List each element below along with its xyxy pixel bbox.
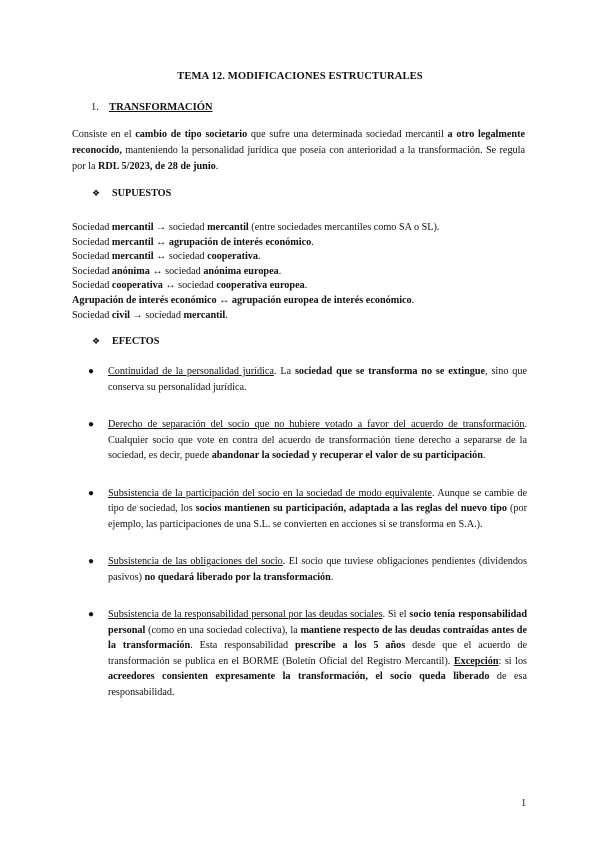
text-run: . xyxy=(258,251,261,263)
bold-text: prescribe a los 5 años xyxy=(295,640,406,651)
section-number: 1. xyxy=(91,102,99,113)
bold-text: sociedad que se transforma no se extingue xyxy=(294,366,486,377)
bold-text: mercantil xyxy=(111,236,154,248)
document-title: TEMA 12. MODIFICACIONES ESTRUCTURALES xyxy=(177,71,423,82)
bold-text: no quedará liberado por la transformación xyxy=(144,571,331,583)
efecto-item xyxy=(72,486,527,533)
text-run: , sino que conserva su personalidad jurídica. xyxy=(108,366,527,393)
bold-text: cooperativa xyxy=(111,280,163,292)
bullet-icon: ● xyxy=(88,366,95,377)
supuesto-item xyxy=(72,250,532,265)
intro-paragraph xyxy=(72,127,525,175)
text-run: . xyxy=(411,294,415,306)
supuesto-item xyxy=(72,236,532,251)
efecto-item xyxy=(72,554,527,585)
bold-text: RDL 5/2023, de 28 de junio xyxy=(98,161,216,172)
text-run: Sociedad xyxy=(72,280,112,292)
supuestos-title: SUPUESTOS xyxy=(112,188,172,199)
text-run: que sufre una determinada sociedad mercantil xyxy=(247,129,448,140)
efectos-list xyxy=(72,364,527,700)
efectos-title: EFECTOS xyxy=(112,336,160,347)
supuesto-item xyxy=(72,279,532,294)
text-run: ↔ sociedad xyxy=(149,265,204,277)
text-run: . Esta responsabilidad xyxy=(190,640,296,651)
bullet-icon: ● xyxy=(88,609,95,620)
bold-text: a otro legalmente reconocido, xyxy=(72,129,525,156)
text-run: (entre sociedades mercantiles como SA o SL). xyxy=(248,222,440,233)
bold-text: mercantil xyxy=(111,222,154,233)
text-run: . xyxy=(225,309,228,321)
bold-text: Agrupación de interés económico ↔ agrupación europea de interés económico xyxy=(72,294,412,306)
text-run: . xyxy=(311,236,314,248)
bold-text: socios mantienen su participación, adaptada a las reglas del nuevo tipo xyxy=(195,503,507,514)
text-run: . xyxy=(482,450,486,461)
text-run: : si los xyxy=(498,655,528,667)
text-run: → sociedad xyxy=(130,309,184,321)
efectos-heading xyxy=(92,336,159,347)
bold-text: mercantil xyxy=(207,222,249,233)
text-run: . xyxy=(304,280,308,292)
text-run: ↔ sociedad xyxy=(162,280,217,292)
text-run: (como en una sociedad colectiva), la xyxy=(145,624,301,636)
text-run: . Cualquier socio que vote en contra del acuerdo de transformación tiene derecho a separarse de la sociedad, es decir, puede xyxy=(108,419,527,461)
text-run: Sociedad xyxy=(72,265,112,277)
supuestos-heading xyxy=(92,188,171,199)
bullet-icon: ● xyxy=(88,556,95,567)
bold-text: cooperativa xyxy=(207,251,258,263)
supuestos-list xyxy=(72,221,532,323)
text-run: . Si el xyxy=(382,609,410,620)
text-run: . La xyxy=(273,366,295,377)
diamond-bullet-icon: ❖ xyxy=(92,336,101,346)
text-run: (por ejemplo, las participaciones de una S.L. se convierten en acciones si se transforma en S.A.). xyxy=(108,503,527,530)
text-run: desde que el acuerdo de transformación se publica en el BORME (Boletín Oficial del Registro Mercantil). xyxy=(108,640,527,667)
bold-text: anónima xyxy=(111,265,150,277)
text-run: . El socio que tuviese obligaciones pendientes (dividendos pasivos) xyxy=(108,556,527,583)
bold-text: mercantil xyxy=(183,309,226,321)
bold-text: socio tenía responsabilidad personal xyxy=(108,609,527,636)
supuesto-item xyxy=(72,221,532,236)
supuesto-item xyxy=(72,294,532,309)
text-run: de esa responsabilidad. xyxy=(108,671,527,698)
text-run: . xyxy=(278,265,282,277)
bullet-icon: ● xyxy=(88,487,95,499)
text-run: Sociedad xyxy=(72,251,112,263)
section-heading xyxy=(91,102,213,113)
text-run: Sociedad xyxy=(72,222,112,233)
text-run: ↔ xyxy=(153,236,169,248)
bold-text: cooperativa europea xyxy=(216,280,305,292)
bold-text: cambio de tipo societario xyxy=(135,129,248,140)
text-run: . xyxy=(330,571,334,583)
text-run: → sociedad xyxy=(153,222,208,233)
underlined-text: Subsistencia de las obligaciones del socio xyxy=(108,556,283,567)
efecto-item xyxy=(72,364,527,395)
page-number: 1 xyxy=(521,798,527,809)
text-run: Sociedad xyxy=(72,309,112,321)
bold-text: civil xyxy=(111,309,130,321)
text-run: manteniendo la personalidad jurídica que poseía con anterioridad a la transformación. Se regula por la xyxy=(72,145,525,172)
text-run: Consiste en el xyxy=(72,129,136,140)
section-title: TRANSFORMACIÓN xyxy=(109,102,213,113)
bold-text: mantiene respecto de las deudas contraídas antes de la transformación xyxy=(108,624,527,651)
bullet-icon: ● xyxy=(88,419,95,430)
underlined-text: Derecho de separación del socio que no hubiere votado a favor del acuerdo de transformación xyxy=(108,419,525,430)
bold-text: agrupación de interés económico xyxy=(168,236,312,248)
text-run: ↔ sociedad xyxy=(153,251,208,263)
bold-text: anónima europea xyxy=(203,265,279,277)
efecto-item xyxy=(72,417,527,464)
efecto-item xyxy=(72,607,527,700)
supuesto-item xyxy=(72,265,532,280)
bold-text: acreedores consienten expresamente la transformación, el socio queda liberado xyxy=(108,671,490,682)
text-run: . Aunque se cambie de tipo de sociedad, los xyxy=(108,487,527,514)
underlined-text: Continuidad de la personalidad jurídica xyxy=(108,366,274,377)
text-run: Sociedad xyxy=(72,236,112,248)
bold-text: mercantil xyxy=(111,251,154,263)
underlined-text: Subsistencia de la responsabilidad personal por las deudas sociales xyxy=(108,609,383,620)
supuesto-item xyxy=(72,309,532,324)
bold-text: abandonar la sociedad y recuperar el valor de su participación xyxy=(211,450,483,461)
bold-text: Excepción xyxy=(453,655,499,667)
diamond-bullet-icon: ❖ xyxy=(92,188,101,198)
underlined-text: Subsistencia de la participación del socio en la sociedad de modo equivalente xyxy=(108,487,432,499)
text-run: . xyxy=(215,161,219,172)
